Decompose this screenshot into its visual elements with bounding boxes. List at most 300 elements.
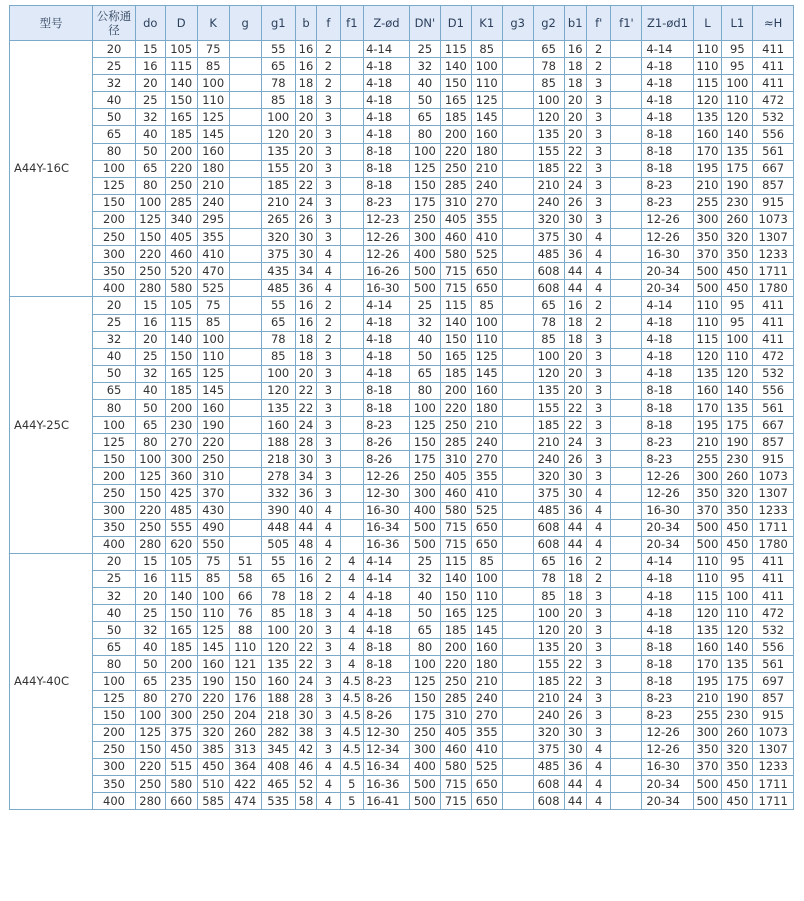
header-cell: g3 xyxy=(502,6,533,41)
table-cell: 12-23 xyxy=(364,211,410,228)
table-cell: 270 xyxy=(471,707,502,724)
table-cell: 3 xyxy=(317,365,340,382)
table-cell: 80 xyxy=(409,639,440,656)
table-cell: 20 xyxy=(564,92,586,109)
table-cell xyxy=(229,485,261,502)
table-cell: 22 xyxy=(564,160,586,177)
table-cell: 185 xyxy=(533,160,564,177)
table-cell: 20 xyxy=(93,41,136,58)
table-cell: 3 xyxy=(586,177,611,194)
table-cell: 135 xyxy=(533,639,564,656)
table-cell: 915 xyxy=(753,451,794,468)
table-cell xyxy=(340,75,363,92)
table-cell xyxy=(502,741,533,758)
table-cell: 85 xyxy=(197,570,229,587)
table-cell: 16 xyxy=(135,58,165,75)
table-cell: 500 xyxy=(409,263,440,280)
table-cell: 608 xyxy=(533,793,564,810)
table-cell xyxy=(502,622,533,639)
table-cell: 100 xyxy=(197,331,229,348)
table-cell xyxy=(229,246,261,263)
table-cell: 105 xyxy=(165,553,197,570)
table-cell: 125 xyxy=(93,177,136,194)
table-cell: 255 xyxy=(693,451,722,468)
table-cell: 450 xyxy=(722,519,753,536)
header-cell: g xyxy=(229,6,261,41)
table-cell: 400 xyxy=(93,793,136,810)
table-cell: 16 xyxy=(564,41,586,58)
table-cell: 350 xyxy=(722,758,753,775)
table-cell: 1711 xyxy=(753,793,794,810)
table-cell: 2 xyxy=(586,58,611,75)
table-cell: 4 xyxy=(586,758,611,775)
header-cell: b1 xyxy=(564,6,586,41)
table-cell: 170 xyxy=(693,399,722,416)
table-cell: 1233 xyxy=(753,502,794,519)
table-cell: 150 xyxy=(93,451,136,468)
table-cell: 410 xyxy=(197,246,229,263)
table-cell: 135 xyxy=(261,656,295,673)
table-cell xyxy=(502,160,533,177)
table-cell: 4 xyxy=(586,263,611,280)
table-cell: 210 xyxy=(533,690,564,707)
table-cell xyxy=(340,451,363,468)
table-row xyxy=(10,160,794,177)
table-cell: 8-23 xyxy=(642,434,693,451)
table-cell xyxy=(611,41,642,58)
table-cell: 100 xyxy=(135,707,165,724)
table-cell: 190 xyxy=(197,673,229,690)
table-cell: 100 xyxy=(409,143,440,160)
table-cell: 100 xyxy=(93,160,136,177)
table-cell: 715 xyxy=(440,263,471,280)
table-cell: 180 xyxy=(471,656,502,673)
table-cell: 32 xyxy=(135,365,165,382)
table-cell: 4 xyxy=(317,280,340,297)
table-cell: 4.5 xyxy=(340,690,363,707)
table-cell: 300 xyxy=(93,502,136,519)
table-cell xyxy=(229,382,261,399)
table-cell: 3 xyxy=(317,673,340,690)
table-cell xyxy=(229,177,261,194)
table-cell: 165 xyxy=(165,365,197,382)
table-cell: 8-18 xyxy=(364,382,410,399)
table-cell: 20 xyxy=(564,348,586,365)
table-cell: 4-18 xyxy=(364,348,410,365)
table-cell: 3 xyxy=(586,468,611,485)
table-cell xyxy=(611,297,642,314)
table-cell xyxy=(229,434,261,451)
table-cell: 410 xyxy=(471,485,502,502)
table-cell: 210 xyxy=(693,434,722,451)
table-cell xyxy=(502,126,533,143)
table-cell: 25 xyxy=(135,348,165,365)
table-cell xyxy=(502,793,533,810)
table-cell: 697 xyxy=(753,673,794,690)
table-cell: 3 xyxy=(317,348,340,365)
table-cell: 160 xyxy=(261,673,295,690)
table-cell: 25 xyxy=(409,297,440,314)
table-cell: 22 xyxy=(295,382,316,399)
table-cell xyxy=(502,109,533,126)
table-cell: 155 xyxy=(533,143,564,160)
table-cell: 410 xyxy=(471,229,502,246)
table-cell: 110 xyxy=(197,605,229,622)
table-cell: 1780 xyxy=(753,536,794,553)
table-cell: 4-18 xyxy=(364,126,410,143)
table-cell: 24 xyxy=(564,434,586,451)
table-cell xyxy=(229,536,261,553)
table-cell xyxy=(611,399,642,416)
table-cell: 18 xyxy=(295,92,316,109)
table-cell: 40 xyxy=(93,92,136,109)
table-cell: 8-23 xyxy=(642,194,693,211)
table-cell: 490 xyxy=(197,519,229,536)
table-cell: 270 xyxy=(471,451,502,468)
table-cell: 3 xyxy=(317,143,340,160)
table-cell: 350 xyxy=(722,246,753,263)
table-cell: 115 xyxy=(440,553,471,570)
table-cell xyxy=(340,536,363,553)
table-cell: 450 xyxy=(165,741,197,758)
table-cell: 190 xyxy=(197,417,229,434)
table-cell: 3 xyxy=(317,656,340,673)
table-cell: 170 xyxy=(693,656,722,673)
table-row xyxy=(10,92,794,109)
table-cell: 4-14 xyxy=(642,553,693,570)
table-cell: 3 xyxy=(586,673,611,690)
table-cell: 20-34 xyxy=(642,519,693,536)
table-cell: 250 xyxy=(135,519,165,536)
header-cell: D xyxy=(165,6,197,41)
table-cell: 300 xyxy=(693,724,722,741)
table-cell xyxy=(502,519,533,536)
table-cell: 16 xyxy=(295,58,316,75)
table-cell: 100 xyxy=(409,399,440,416)
table-cell: 375 xyxy=(533,229,564,246)
table-cell xyxy=(229,502,261,519)
table-cell: 95 xyxy=(722,314,753,331)
table-cell xyxy=(611,246,642,263)
table-cell xyxy=(502,194,533,211)
table-cell: 175 xyxy=(722,160,753,177)
table-cell: 220 xyxy=(440,143,471,160)
table-cell: 115 xyxy=(165,314,197,331)
table-cell: 390 xyxy=(261,502,295,519)
table-cell: 320 xyxy=(722,741,753,758)
table-cell: 30 xyxy=(564,741,586,758)
table-cell xyxy=(229,468,261,485)
table-row xyxy=(10,280,794,297)
table-cell: 115 xyxy=(165,570,197,587)
table-cell: 65 xyxy=(533,41,564,58)
table-cell: 556 xyxy=(753,639,794,656)
table-cell: 320 xyxy=(533,211,564,228)
table-cell: 200 xyxy=(440,126,471,143)
table-cell: 125 xyxy=(471,605,502,622)
table-cell: 18 xyxy=(564,75,586,92)
table-cell: 4-14 xyxy=(364,297,410,314)
table-cell: 38 xyxy=(295,724,316,741)
table-cell: 44 xyxy=(564,536,586,553)
table-row xyxy=(10,519,794,536)
table-cell: 715 xyxy=(440,536,471,553)
table-cell: 80 xyxy=(93,143,136,160)
table-cell: 125 xyxy=(93,690,136,707)
table-cell: 5 xyxy=(340,793,363,810)
table-cell xyxy=(611,126,642,143)
table-cell: 75 xyxy=(197,553,229,570)
table-cell: 1711 xyxy=(753,519,794,536)
table-cell xyxy=(611,229,642,246)
table-cell: 40 xyxy=(93,348,136,365)
table-cell: 15 xyxy=(135,553,165,570)
table-cell: 120 xyxy=(693,92,722,109)
table-cell: 4 xyxy=(340,605,363,622)
table-cell: 40 xyxy=(409,331,440,348)
table-cell: 608 xyxy=(533,519,564,536)
table-cell: 430 xyxy=(197,502,229,519)
table-cell: 555 xyxy=(165,519,197,536)
table-cell: 185 xyxy=(261,177,295,194)
table-cell: 110 xyxy=(693,314,722,331)
table-row xyxy=(10,468,794,485)
table-cell: 12-26 xyxy=(642,741,693,758)
table-cell xyxy=(229,126,261,143)
table-cell: 88 xyxy=(229,622,261,639)
table-cell: 32 xyxy=(409,58,440,75)
table-cell: 285 xyxy=(440,177,471,194)
table-cell: 15 xyxy=(135,297,165,314)
table-cell: 608 xyxy=(533,263,564,280)
table-cell: 204 xyxy=(229,707,261,724)
table-cell: 200 xyxy=(93,468,136,485)
table-row xyxy=(10,177,794,194)
table-cell xyxy=(229,348,261,365)
table-cell: 250 xyxy=(197,451,229,468)
table-cell: 1307 xyxy=(753,741,794,758)
table-cell: 532 xyxy=(753,622,794,639)
table-cell: 260 xyxy=(722,724,753,741)
table-cell: 4-18 xyxy=(364,622,410,639)
table-cell xyxy=(340,177,363,194)
table-cell: 400 xyxy=(409,246,440,263)
table-cell: 450 xyxy=(722,263,753,280)
table-cell: 2 xyxy=(317,75,340,92)
header-cell: f1' xyxy=(611,6,642,41)
table-cell: 4 xyxy=(340,639,363,656)
table-row xyxy=(10,639,794,656)
header-cell: Z1-ød1 xyxy=(642,6,693,41)
table-cell: 218 xyxy=(261,707,295,724)
table-cell: 95 xyxy=(722,58,753,75)
table-cell: 32 xyxy=(409,570,440,587)
table-cell xyxy=(340,194,363,211)
table-cell xyxy=(611,177,642,194)
table-cell: 270 xyxy=(165,690,197,707)
table-cell: 20-34 xyxy=(642,280,693,297)
table-row xyxy=(10,622,794,639)
table-cell xyxy=(611,92,642,109)
table-cell: 100 xyxy=(261,109,295,126)
table-cell xyxy=(502,656,533,673)
table-cell: 140 xyxy=(165,588,197,605)
table-cell: 32 xyxy=(93,588,136,605)
table-cell: 8-23 xyxy=(364,194,410,211)
table-cell: 4 xyxy=(586,280,611,297)
table-cell: 608 xyxy=(533,776,564,793)
table-cell: 425 xyxy=(165,485,197,502)
table-cell: 135 xyxy=(533,126,564,143)
table-cell xyxy=(502,536,533,553)
table-cell: 3 xyxy=(317,399,340,416)
table-cell: 44 xyxy=(295,519,316,536)
table-cell: 465 xyxy=(261,776,295,793)
table-row xyxy=(10,451,794,468)
table-cell xyxy=(611,536,642,553)
table-cell: 18 xyxy=(295,75,316,92)
table-cell: 160 xyxy=(197,399,229,416)
table-cell: 355 xyxy=(471,211,502,228)
table-cell: 300 xyxy=(165,707,197,724)
table-cell: 20 xyxy=(135,331,165,348)
table-cell: 78 xyxy=(261,588,295,605)
table-cell: 25 xyxy=(409,553,440,570)
table-cell: 1307 xyxy=(753,485,794,502)
table-cell: 350 xyxy=(693,229,722,246)
table-cell: 3 xyxy=(317,92,340,109)
table-cell: 65 xyxy=(533,553,564,570)
table-cell xyxy=(611,194,642,211)
table-cell: 20 xyxy=(295,109,316,126)
table-cell: 8-18 xyxy=(364,177,410,194)
table-cell: 620 xyxy=(165,536,197,553)
table-cell: 4.5 xyxy=(340,724,363,741)
table-cell: 448 xyxy=(261,519,295,536)
table-cell: 450 xyxy=(722,776,753,793)
table-cell: 580 xyxy=(440,246,471,263)
table-cell xyxy=(502,229,533,246)
table-cell: 250 xyxy=(165,177,197,194)
table-cell: 210 xyxy=(533,177,564,194)
table-cell: 4 xyxy=(586,485,611,502)
table-cell: 40 xyxy=(409,588,440,605)
table-row xyxy=(10,194,794,211)
table-row xyxy=(10,434,794,451)
table-cell: 22 xyxy=(564,656,586,673)
table-cell: 650 xyxy=(471,776,502,793)
table-cell: 320 xyxy=(722,229,753,246)
header-cell: DN' xyxy=(409,6,440,41)
table-cell: 515 xyxy=(165,758,197,775)
table-cell: 185 xyxy=(165,126,197,143)
table-cell: 500 xyxy=(693,519,722,536)
table-cell: 16 xyxy=(295,314,316,331)
table-cell: 535 xyxy=(261,793,295,810)
table-cell: 2 xyxy=(317,588,340,605)
table-cell: 40 xyxy=(93,605,136,622)
table-cell: 150 xyxy=(409,177,440,194)
table-cell: 370 xyxy=(197,485,229,502)
table-cell: 100 xyxy=(197,75,229,92)
table-cell xyxy=(611,553,642,570)
table-cell: 120 xyxy=(533,622,564,639)
table-cell: 220 xyxy=(135,502,165,519)
table-cell: 55 xyxy=(261,297,295,314)
table-cell xyxy=(340,399,363,416)
table-cell: 121 xyxy=(229,656,261,673)
table-cell: 608 xyxy=(533,280,564,297)
table-cell: 435 xyxy=(261,263,295,280)
table-cell: 25 xyxy=(93,570,136,587)
table-cell xyxy=(229,451,261,468)
table-cell: 50 xyxy=(135,399,165,416)
table-cell: 220 xyxy=(135,246,165,263)
table-cell: 100 xyxy=(135,451,165,468)
table-row xyxy=(10,314,794,331)
table-cell: 4.5 xyxy=(340,707,363,724)
table-cell: 22 xyxy=(295,177,316,194)
table-cell xyxy=(340,348,363,365)
table-cell xyxy=(340,519,363,536)
table-cell: 32 xyxy=(135,109,165,126)
table-cell: 556 xyxy=(753,382,794,399)
table-cell: 80 xyxy=(93,656,136,673)
table-cell: 51 xyxy=(229,553,261,570)
table-cell: 145 xyxy=(197,126,229,143)
table-cell: 350 xyxy=(693,741,722,758)
table-cell: 300 xyxy=(93,758,136,775)
table-cell xyxy=(340,246,363,263)
table-cell: 3 xyxy=(586,194,611,211)
table-cell: 135 xyxy=(722,656,753,673)
table-cell: 2 xyxy=(586,314,611,331)
table-cell: 500 xyxy=(693,776,722,793)
table-cell: 120 xyxy=(693,348,722,365)
table-cell: 75 xyxy=(197,297,229,314)
table-cell: 185 xyxy=(165,639,197,656)
table-cell: 250 xyxy=(440,160,471,177)
table-cell xyxy=(502,468,533,485)
table-cell: 472 xyxy=(753,92,794,109)
table-cell: 65 xyxy=(135,673,165,690)
table-cell: 30 xyxy=(564,485,586,502)
table-cell: 22 xyxy=(295,399,316,416)
table-cell xyxy=(502,502,533,519)
table-cell: 2 xyxy=(586,41,611,58)
table-cell: 125 xyxy=(409,417,440,434)
table-cell xyxy=(229,365,261,382)
table-cell: 210 xyxy=(471,160,502,177)
table-cell: 85 xyxy=(261,92,295,109)
table-cell: 110 xyxy=(693,297,722,314)
table-row xyxy=(10,297,794,314)
table-cell: 280 xyxy=(135,793,165,810)
table-cell: 218 xyxy=(261,451,295,468)
table-cell xyxy=(340,434,363,451)
table-cell xyxy=(502,92,533,109)
table-cell: 65 xyxy=(135,417,165,434)
table-row xyxy=(10,75,794,92)
table-cell: 3 xyxy=(317,194,340,211)
table-cell: 200 xyxy=(440,382,471,399)
table-cell: 3 xyxy=(317,690,340,707)
header-cell: b xyxy=(295,6,316,41)
table-cell: 24 xyxy=(295,673,316,690)
table-cell: 300 xyxy=(409,229,440,246)
table-cell: 3 xyxy=(317,605,340,622)
table-cell xyxy=(340,331,363,348)
